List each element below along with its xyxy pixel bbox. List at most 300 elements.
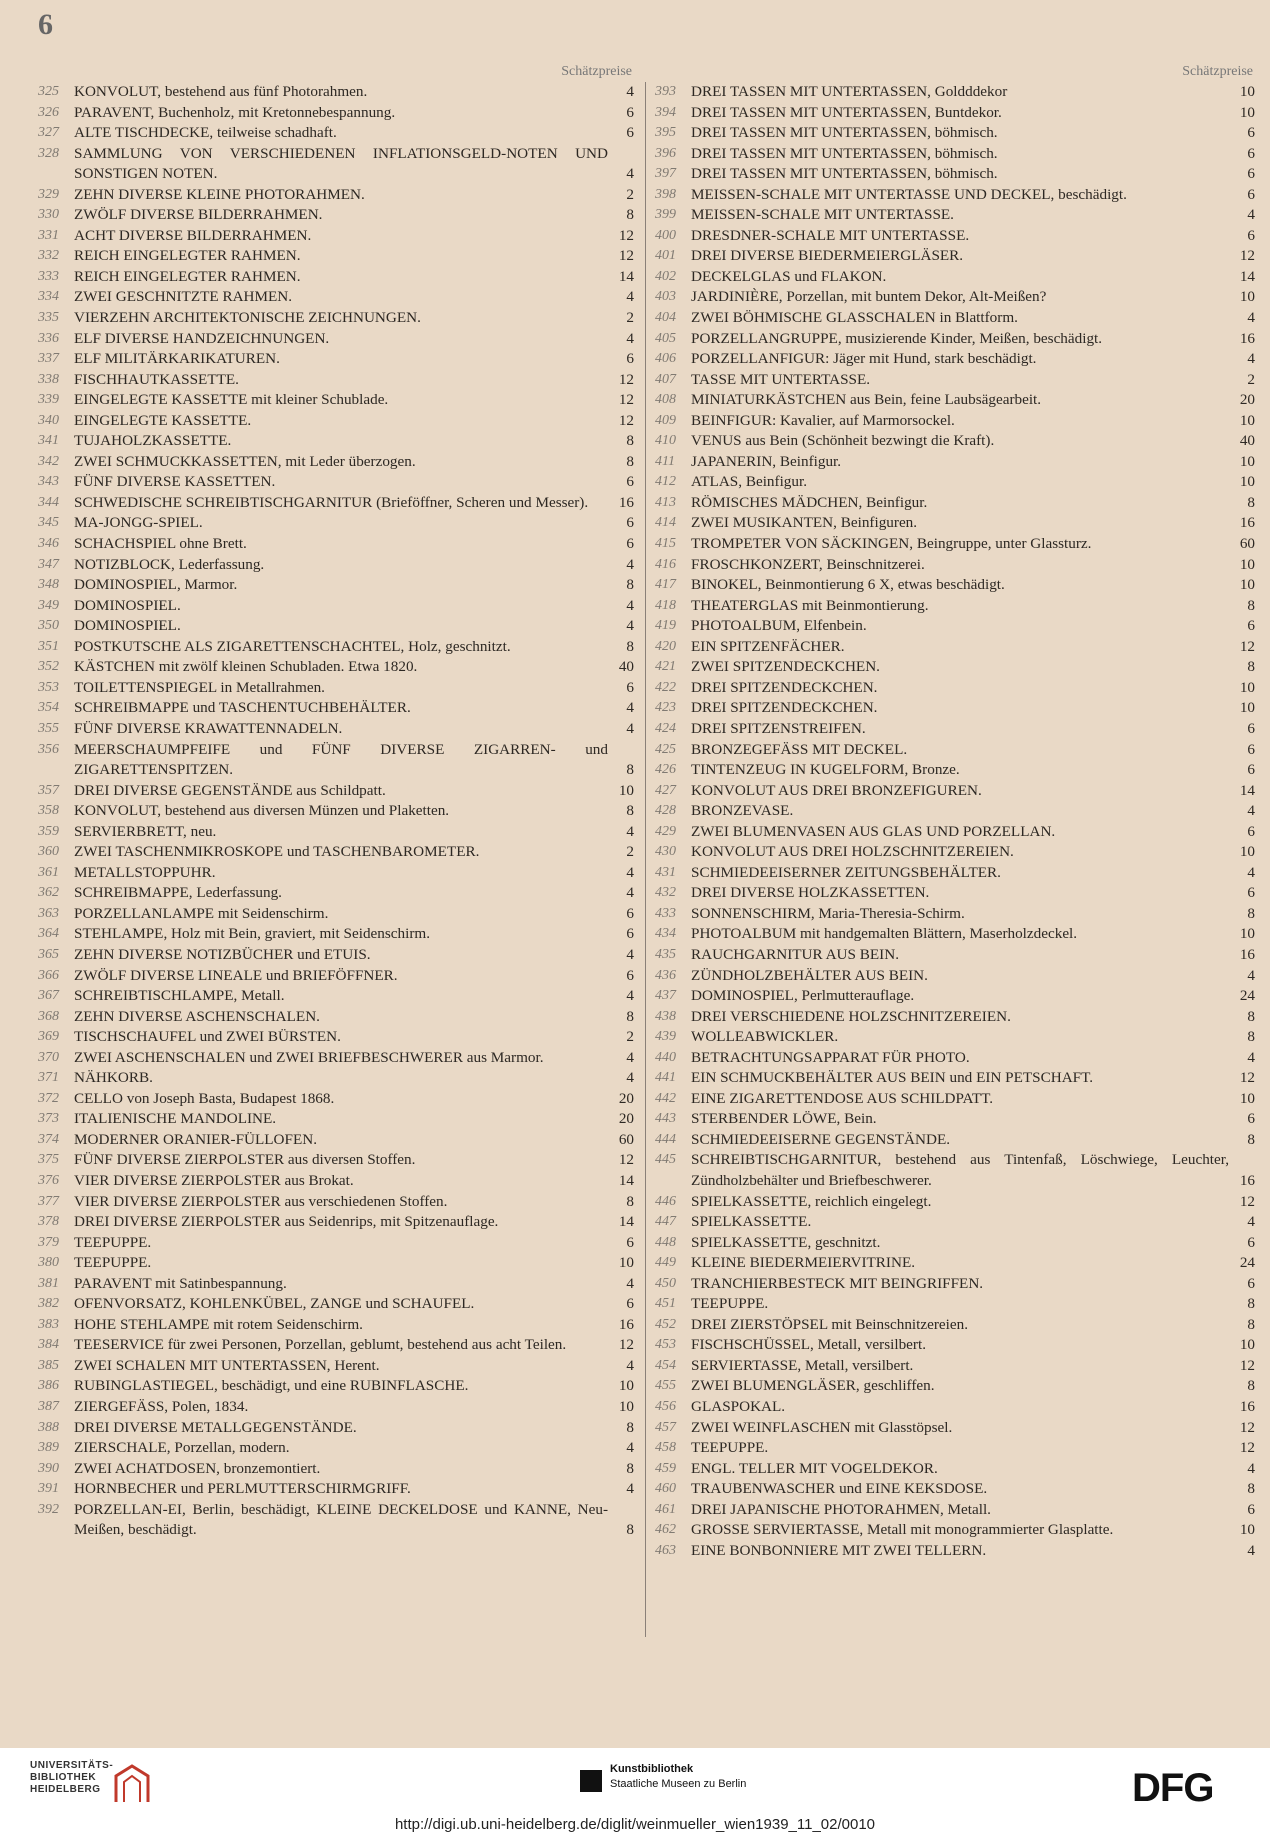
catalog-item (655, 1212, 1255, 1233)
item-number: 459 (655, 1460, 676, 1476)
item-number: 348 (38, 577, 59, 593)
item-description: RAUCHGARNITUR AUS BEIN. (691, 945, 899, 963)
item-price: 2 (1247, 370, 1255, 388)
item-description: DREI SPITZENDECKCHEN. (691, 678, 878, 696)
catalog-item (38, 842, 634, 863)
item-number: 443 (655, 1111, 676, 1127)
item-price: 4 (626, 596, 634, 614)
item-description: THEATERGLAS mit Beinmontierung. (691, 596, 929, 614)
catalog-item (38, 1192, 634, 1213)
catalog-item (38, 966, 634, 987)
item-number: 355 (38, 720, 59, 736)
item-price: 10 (1239, 925, 1255, 943)
page-number: 6 (38, 8, 53, 41)
item-description: DOMINOSPIEL. (74, 596, 181, 614)
item-price: 12 (1239, 1192, 1255, 1210)
catalog-item (655, 1192, 1255, 1213)
item-price: 2 (626, 843, 634, 861)
item-description: ZIERGEFÄSS, Polen, 1834. (74, 1398, 249, 1415)
item-number: 380 (38, 1255, 59, 1271)
item-number: 331 (38, 227, 59, 243)
catalog-item (38, 390, 634, 411)
item-number: 446 (655, 1193, 676, 1209)
item-number: 424 (655, 720, 676, 736)
item-description: DREI SPITZENSTREIFEN. (691, 719, 866, 737)
item-price: 6 (626, 473, 634, 491)
item-description: KLEINE BIEDERMEIERVITRINE. (691, 1254, 916, 1272)
catalog-item (655, 842, 1255, 863)
item-description: FÜNF DIVERSE KASSETTEN. (74, 473, 276, 491)
catalog-item (655, 1109, 1255, 1130)
catalog-item (655, 82, 1255, 103)
item-price: 8 (626, 1418, 634, 1436)
item-description: VENUS aus Bein (Schönheit bezwingt die Kraft). (691, 432, 995, 450)
item-description: FROSCHKONZERT, Beinschnitzerei. (691, 555, 925, 573)
catalog-item (38, 1253, 634, 1274)
catalog-item (38, 1150, 634, 1171)
item-number: 358 (38, 803, 59, 819)
item-description: TEEPUPPE. (691, 1439, 769, 1457)
item-price: 4 (626, 884, 634, 902)
item-description: ZWEI SCHALEN MIT UNTERTASSEN, Herent. (74, 1356, 380, 1374)
kunstbibliothek-logo[interactable] (610, 1762, 746, 1792)
catalog-item (655, 1438, 1255, 1459)
item-price: 12 (1239, 247, 1255, 265)
item-description: ALTE TISCHDECKE, teilweise schadhaft. (74, 124, 337, 142)
catalog-item (655, 1541, 1255, 1562)
item-number: 410 (655, 433, 676, 449)
catalog-item (655, 1150, 1255, 1191)
item-number: 373 (38, 1111, 59, 1127)
item-description: EINE BONBONNIERE MIT ZWEI TELLERN. (691, 1541, 987, 1559)
item-price: 8 (626, 1007, 634, 1025)
catalog-item (38, 267, 634, 288)
item-price: 4 (1247, 206, 1255, 224)
item-description: ENGL. TELLER MIT VOGELDEKOR. (691, 1459, 938, 1477)
item-description: ELF DIVERSE HANDZEICHNUNGEN. (74, 329, 330, 347)
item-price: 8 (626, 432, 634, 450)
catalog-item (655, 534, 1255, 555)
item-number: 390 (38, 1460, 59, 1476)
item-price: 8 (1247, 1315, 1255, 1333)
item-description: FISCHSCHÜSSEL, Metall, versilbert. (691, 1336, 926, 1354)
item-number: 339 (38, 392, 59, 408)
item-number: 413 (655, 494, 676, 510)
catalog-item (655, 1418, 1255, 1439)
item-number: 371 (38, 1070, 59, 1086)
item-number: 325 (38, 84, 59, 99)
ub-logo-line: HEIDELBERG (30, 1784, 101, 1795)
item-price: 10 (1239, 1089, 1255, 1107)
item-number: 432 (655, 885, 676, 901)
item-price: 6 (1247, 719, 1255, 737)
catalog-item (655, 329, 1255, 350)
catalog-item (655, 555, 1255, 576)
catalog-item (38, 1109, 634, 1130)
item-description: NÄHKORB. (74, 1069, 153, 1087)
item-price: 10 (1239, 678, 1255, 696)
item-number: 374 (38, 1131, 59, 1147)
item-price: 2 (626, 1028, 634, 1046)
item-number: 400 (655, 227, 676, 243)
item-description: REICH EINGELEGTER RAHMEN. (74, 247, 301, 265)
item-price: 4 (626, 699, 634, 717)
item-number: 376 (38, 1172, 59, 1188)
item-description: DREI DIVERSE GEGENSTÄNDE aus Schildpatt. (74, 781, 386, 799)
item-price: 4 (626, 1048, 634, 1066)
item-number: 416 (655, 556, 676, 572)
item-number: 396 (655, 145, 676, 161)
catalog-item (655, 493, 1255, 514)
item-price: 6 (626, 535, 634, 553)
item-number: 394 (655, 104, 676, 120)
item-price: 6 (1247, 124, 1255, 142)
item-description: MODERNER ORANIER-FÜLLOFEN. (74, 1130, 317, 1148)
item-description: DOMINOSPIEL. (74, 617, 181, 635)
catalog-item (38, 883, 634, 904)
item-description: CELLO von Joseph Basta, Budapest 1868. (74, 1089, 335, 1107)
item-number: 462 (655, 1522, 676, 1538)
catalog-item (38, 1274, 634, 1295)
catalog-item (38, 370, 634, 391)
item-description: BINOKEL, Beinmontierung 6 X, etwas beschädigt. (691, 576, 1005, 594)
item-description: ITALIENISCHE MANDOLINE. (74, 1110, 277, 1128)
item-description: PHOTOALBUM, Elfenbein. (691, 617, 867, 635)
item-description: BRONZEVASE. (691, 802, 794, 820)
item-description: SCHREIBMAPPE, Lederfassung. (74, 884, 282, 902)
catalog-item (38, 801, 634, 822)
item-price: 6 (626, 103, 634, 121)
catalog-item (655, 287, 1255, 308)
item-description: TEEPUPPE. (74, 1254, 152, 1272)
item-description: SCHACHSPIEL ohne Brett. (74, 535, 247, 553)
item-number: 427 (655, 782, 676, 798)
catalog-item (38, 144, 634, 185)
catalog-item (655, 452, 1255, 473)
item-description: METALLSTOPPUHR. (74, 863, 216, 881)
item-price: 8 (626, 637, 634, 655)
item-price: 6 (626, 678, 634, 696)
item-number: 440 (655, 1049, 676, 1065)
item-price: 12 (1239, 1418, 1255, 1436)
item-price: 4 (1247, 309, 1255, 327)
item-price: 4 (626, 987, 634, 1005)
item-description: EIN SPITZENFÄCHER. (691, 637, 845, 655)
column-divider (645, 82, 646, 1637)
item-description: ZWEI MUSIKANTEN, Beinfiguren. (691, 514, 918, 532)
dfg-logo[interactable]: DFG (1132, 1766, 1214, 1810)
item-number: 352 (38, 659, 59, 675)
item-number: 399 (655, 207, 676, 223)
item-description: STERBENDER LÖWE, Bein. (691, 1110, 877, 1128)
item-number: 383 (38, 1316, 59, 1332)
catalog-item (655, 904, 1255, 925)
item-description: PARAVENT mit Satinbespannung. (74, 1274, 287, 1292)
item-price: 4 (626, 1069, 634, 1087)
item-price: 6 (1247, 884, 1255, 902)
item-price: 12 (618, 226, 634, 244)
item-price: 10 (1239, 452, 1255, 470)
item-price: 8 (626, 761, 634, 779)
catalog-item (38, 719, 634, 740)
item-number: 456 (655, 1399, 676, 1414)
item-description: FISCHHAUTKASSETTE. (74, 370, 239, 388)
catalog-item (655, 1130, 1255, 1151)
item-description: ZWEI GESCHNITZTE RAHMEN. (74, 288, 293, 306)
catalog-item (655, 1356, 1255, 1377)
item-number: 336 (38, 330, 59, 346)
item-price: 4 (1247, 802, 1255, 820)
item-number: 379 (38, 1234, 59, 1250)
item-description: HOHE STEHLAMPE mit rotem Seidenschirm. (74, 1315, 363, 1333)
item-price: 8 (1247, 1007, 1255, 1025)
item-price: 60 (618, 1130, 634, 1148)
item-number: 402 (655, 268, 676, 284)
item-price: 8 (1247, 1130, 1255, 1148)
item-price: 6 (1247, 617, 1255, 635)
item-number: 408 (655, 392, 676, 408)
item-description: EIN SCHMUCKBEHÄLTER AUS BEIN und EIN PETSCHAFT. (691, 1069, 1094, 1087)
item-price: 24 (1239, 1254, 1255, 1272)
item-price: 16 (618, 493, 634, 511)
item-number: 431 (655, 864, 676, 880)
item-price: 4 (626, 83, 634, 100)
item-price: 4 (626, 1274, 634, 1292)
item-number: 417 (655, 577, 676, 593)
catalog-item (38, 945, 634, 966)
item-price: 16 (1239, 514, 1255, 532)
item-number: 460 (655, 1481, 676, 1497)
item-price: 40 (618, 658, 634, 676)
item-number: 347 (38, 556, 59, 572)
item-price: 6 (626, 1295, 634, 1313)
item-description: SCHMIEDEEISERNER ZEITUNGSBEHÄLTER. (691, 863, 1001, 881)
item-price: 8 (626, 1192, 634, 1210)
item-description: ACHT DIVERSE BILDERRAHMEN. (74, 226, 312, 244)
item-description: TROMPETER VON SÄCKINGEN, Beingruppe, unter Glassturz. (691, 535, 1092, 553)
item-price: 6 (1247, 1500, 1255, 1518)
catalog-item (38, 1397, 634, 1418)
item-number: 445 (655, 1152, 676, 1168)
item-description: TEEPUPPE. (691, 1295, 769, 1313)
item-price: 6 (1247, 822, 1255, 840)
item-number: 375 (38, 1152, 59, 1168)
right-column (655, 62, 1255, 1561)
item-number: 397 (655, 166, 676, 182)
catalog-item (655, 1459, 1255, 1480)
item-number: 332 (38, 248, 59, 264)
item-price: 20 (618, 1089, 634, 1107)
item-price: 4 (626, 1480, 634, 1498)
item-number: 338 (38, 371, 59, 387)
item-description: POSTKUTSCHE ALS ZIGARETTENSCHACHTEL, Holz, geschnitzt. (74, 637, 511, 655)
item-number: 361 (38, 864, 59, 880)
catalog-item (38, 924, 634, 945)
item-description: PORZELLANFIGUR: Jäger mit Hund, stark beschädigt. (691, 350, 1037, 368)
item-price: 10 (1239, 411, 1255, 429)
catalog-item (655, 801, 1255, 822)
catalog-item (38, 781, 634, 802)
catalog-item (38, 1233, 634, 1254)
item-number: 454 (655, 1357, 676, 1373)
item-number: 421 (655, 659, 676, 675)
catalog-item (38, 575, 634, 596)
item-number: 387 (38, 1399, 59, 1414)
item-price: 10 (1239, 288, 1255, 306)
catalog-item (38, 596, 634, 617)
catalog-item (655, 1315, 1255, 1336)
item-price: 4 (626, 863, 634, 881)
footer (0, 1748, 1270, 1839)
item-description: ZWEI ACHATDOSEN, bronzemontiert. (74, 1459, 321, 1477)
item-description: ZWÖLF DIVERSE LINEALE und BRIEFÖFFNER. (74, 966, 398, 984)
item-number: 384 (38, 1337, 59, 1353)
item-price: 6 (626, 904, 634, 922)
catalog-item (38, 452, 634, 473)
item-price: 8 (1247, 1028, 1255, 1046)
catalog-item (38, 1315, 634, 1336)
catalog-item (655, 698, 1255, 719)
catalog-item (655, 1335, 1255, 1356)
kunstbibliothek-logo-icon (580, 1770, 602, 1792)
item-description: ZEHN DIVERSE KLEINE PHOTORAHMEN. (74, 185, 365, 203)
item-description: VIERZEHN ARCHITEKTONISCHE ZEICHNUNGEN. (74, 309, 421, 327)
item-price: 6 (626, 966, 634, 984)
item-description: ZIERSCHALE, Porzellan, modern. (74, 1439, 290, 1457)
item-number: 455 (655, 1378, 676, 1394)
item-number: 453 (655, 1337, 676, 1353)
item-number: 420 (655, 638, 676, 654)
item-number: 404 (655, 310, 676, 326)
item-description: KONVOLUT AUS DREI BRONZEFIGUREN. (691, 781, 982, 799)
item-price: 8 (1247, 493, 1255, 511)
item-description: TRANCHIERBESTECK MIT BEINGRIFFEN. (691, 1274, 984, 1292)
catalog-item (655, 1089, 1255, 1110)
item-price: 6 (1247, 185, 1255, 203)
item-number: 395 (655, 125, 676, 141)
item-number: 370 (38, 1049, 59, 1065)
item-number: 461 (655, 1501, 676, 1517)
item-description: DREI TASSEN MIT UNTERTASSEN, böhmisch. (691, 124, 998, 142)
item-price: 12 (618, 1336, 634, 1354)
item-price: 4 (626, 165, 634, 183)
catalog-item (38, 1171, 634, 1192)
item-number: 356 (38, 741, 59, 757)
catalog-item (38, 822, 634, 843)
item-description: MEERSCHAUMPFEIFE und FÜNF DIVERSE ZIGARREN- und ZIGARETTENSPITZEN. (74, 740, 608, 779)
item-description: MINIATURKÄSTCHEN aus Bein, feine Laubsägearbeit. (691, 391, 1042, 409)
item-price: 6 (626, 925, 634, 943)
item-price: 4 (626, 288, 634, 306)
item-price: 6 (1247, 761, 1255, 779)
catalog-item (655, 637, 1255, 658)
item-price: 12 (618, 1151, 634, 1169)
item-number: 428 (655, 803, 676, 819)
item-price: 12 (1239, 1069, 1255, 1087)
catalog-item (655, 513, 1255, 534)
item-description: ZWEI BLUMENVASEN AUS GLAS UND PORZELLAN. (691, 822, 1056, 840)
item-price: 8 (1247, 904, 1255, 922)
item-price: 12 (1239, 1356, 1255, 1374)
item-number: 425 (655, 741, 676, 757)
item-description: DECKELGLAS und FLAKON. (691, 267, 887, 285)
item-description: JAPANERIN, Beinfigur. (691, 452, 842, 470)
item-description: OFENVORSATZ, KOHLENKÜBEL, ZANGE und SCHAUFEL. (74, 1295, 475, 1313)
item-price: 60 (1239, 535, 1255, 553)
item-number: 365 (38, 946, 59, 962)
ub-heidelberg-logo[interactable] (30, 1760, 113, 1796)
catalog-item (655, 719, 1255, 740)
item-description: DREI JAPANISCHE PHOTORAHMEN, Metall. (691, 1500, 991, 1518)
catalog-item (38, 616, 634, 637)
item-price: 20 (1239, 391, 1255, 409)
left-column (38, 62, 634, 1541)
item-description: RUBINGLASTIEGEL, beschädigt, und eine RUBINFLASCHE. (74, 1377, 469, 1395)
item-number: 438 (655, 1008, 676, 1024)
item-price: 4 (1247, 1541, 1255, 1559)
item-number: 412 (655, 474, 676, 490)
item-price: 10 (1239, 83, 1255, 100)
item-number: 357 (38, 782, 59, 798)
item-number: 330 (38, 207, 59, 223)
item-description: ZWÖLF DIVERSE BILDERRAHMEN. (74, 206, 323, 224)
item-description: MA-JONGG-SPIEL. (74, 514, 203, 532)
item-description: VIER DIVERSE ZIERPOLSTER aus Brokat. (74, 1171, 354, 1189)
item-description: DREI DIVERSE METALLGEGENSTÄNDE. (74, 1418, 357, 1436)
item-price: 10 (618, 1254, 634, 1272)
kb-title: Kunstbibliothek (610, 1763, 694, 1775)
item-number: 341 (38, 433, 59, 449)
item-description: PARAVENT, Buchenholz, mit Kretonnebespannung. (74, 103, 396, 121)
permalink-url[interactable]: http://digi.ub.uni-heidelberg.de/diglit/weinmueller_wien1939_11_02/0010 (394, 1816, 876, 1833)
catalog-item (655, 1233, 1255, 1254)
item-price: 16 (1239, 1171, 1255, 1189)
item-description: DOMINOSPIEL, Marmor. (74, 576, 238, 594)
catalog-item (655, 390, 1255, 411)
item-price: 4 (1247, 966, 1255, 984)
item-description: ZWEI SPITZENDECKCHEN. (691, 658, 880, 676)
item-description: HORNBECHER und PERLMUTTERSCHIRMGRIFF. (74, 1480, 411, 1498)
catalog-item (38, 185, 634, 206)
item-number: 364 (38, 926, 59, 942)
item-description: ZÜNDHOLZBEHÄLTER AUS BEIN. (691, 966, 928, 984)
item-description: SPIELKASSETTE, reichlich eingelegt. (691, 1192, 932, 1210)
item-description: DREI SPITZENDECKCHEN. (691, 699, 878, 717)
item-number: 407 (655, 371, 676, 387)
catalog-item (655, 1397, 1255, 1418)
item-number: 435 (655, 946, 676, 962)
item-description: PORZELLAN-EI, Berlin, beschädigt, KLEINE DECKELDOSE und KANNE, Neu-Meißen, beschädigt. (74, 1500, 608, 1539)
item-description: ATLAS, Beinfigur. (691, 473, 808, 491)
item-price: 6 (1247, 226, 1255, 244)
item-description: FÜNF DIVERSE KRAWATTENNADELN. (74, 719, 343, 737)
item-price: 2 (626, 309, 634, 327)
item-number: 342 (38, 453, 59, 469)
item-number: 344 (38, 494, 59, 510)
item-number: 447 (655, 1214, 676, 1230)
item-description: ZWEI BLUMENGLÄSER, geschliffen. (691, 1377, 935, 1395)
catalog-item (38, 1356, 634, 1377)
item-number: 414 (655, 515, 676, 531)
item-price: 8 (626, 1459, 634, 1477)
item-price: 8 (1247, 1480, 1255, 1498)
item-description: DREI TASSEN MIT UNTERTASSEN, böhmisch. (691, 165, 998, 183)
item-price: 6 (1247, 1274, 1255, 1292)
catalog-item (38, 863, 634, 884)
catalog-item (655, 1376, 1255, 1397)
item-number: 429 (655, 823, 676, 839)
item-number: 409 (655, 412, 676, 428)
